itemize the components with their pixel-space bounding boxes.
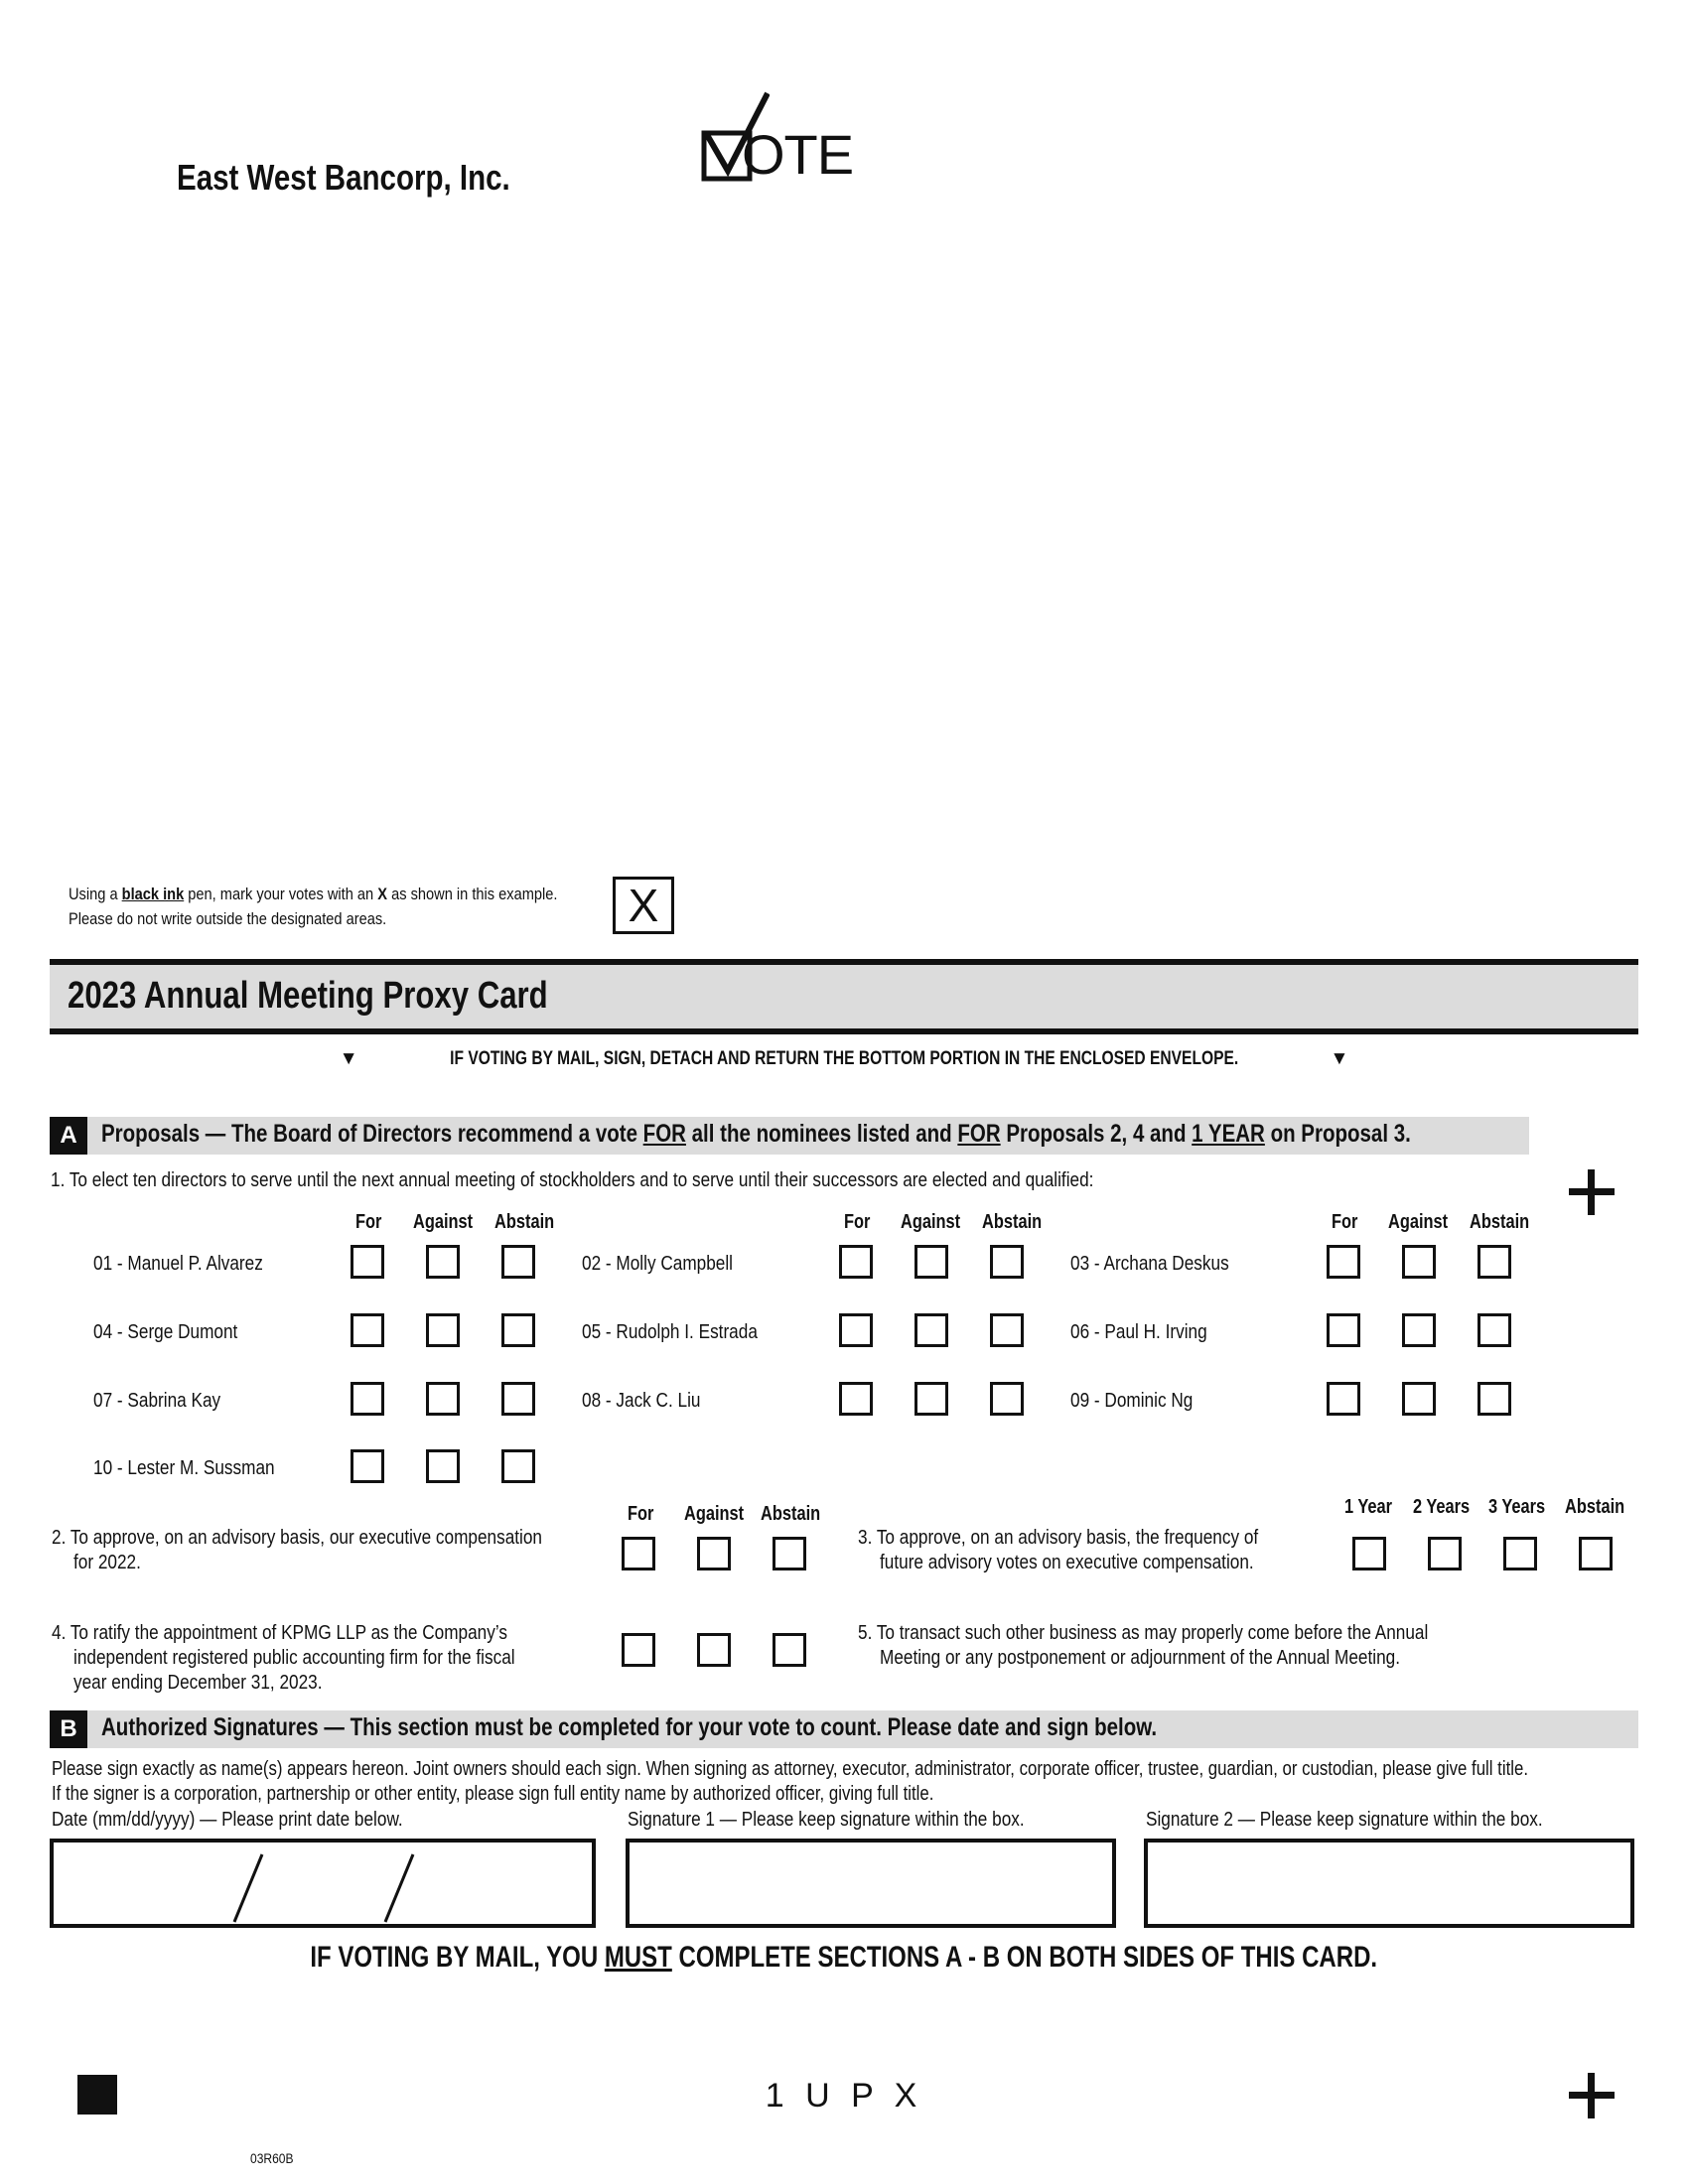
proposal-2-abstain-checkbox[interactable] [773, 1537, 806, 1570]
nominee-03-abstain-checkbox[interactable] [1477, 1245, 1511, 1279]
proposal-3-2-years-checkbox[interactable] [1428, 1537, 1462, 1570]
nominee-10-abstain-checkbox[interactable] [501, 1449, 535, 1483]
card-title: 2023 Annual Meeting Proxy Card [68, 975, 548, 1017]
proposal-3-text: 3. To approve, on an advisory basis, the frequency of [858, 1527, 1259, 1549]
registration-plus-top [1569, 1169, 1615, 1215]
proposal-4-for-checkbox[interactable] [622, 1633, 655, 1667]
proposal-3-1-year-checkbox[interactable] [1352, 1537, 1386, 1570]
mail-note: ▼ IF VOTING BY MAIL, SIGN, DETACH AND RETURN THE BOTTOM PORTION IN THE ENCLOSED ENVELOPE. ▼ [339, 1048, 1349, 1069]
section-b-letter: B [50, 1710, 87, 1748]
nominee-10-against-checkbox[interactable] [426, 1449, 460, 1483]
signature-1-field[interactable] [626, 1839, 1116, 1928]
header-1-year: 1 Year [1344, 1496, 1393, 1518]
nominee-05-abstain-checkbox[interactable] [990, 1313, 1024, 1347]
proposal-4-text: year ending December 31, 2023. [73, 1672, 323, 1694]
header-for: For [844, 1211, 871, 1233]
nominee-09-abstain-checkbox[interactable] [1477, 1382, 1511, 1416]
nominee-04-against-checkbox[interactable] [426, 1313, 460, 1347]
header-for: For [1332, 1211, 1358, 1233]
nominee-01-abstain-checkbox[interactable] [501, 1245, 535, 1279]
example-mark-box: X [613, 877, 674, 934]
vote-logo-text: OTE [742, 123, 854, 186]
nominee-07-for-checkbox[interactable] [351, 1382, 384, 1416]
nominee-06-for-checkbox[interactable] [1327, 1313, 1360, 1347]
nominee-05-for-checkbox[interactable] [839, 1313, 873, 1347]
nominee-03-for-checkbox[interactable] [1327, 1245, 1360, 1279]
nominee-08-abstain-checkbox[interactable] [990, 1382, 1024, 1416]
nominee-name: 01 - Manuel P. Alvarez [93, 1253, 263, 1275]
proposal-3-3-years-checkbox[interactable] [1503, 1537, 1537, 1570]
title-rule-bottom [50, 1028, 1638, 1034]
nominee-09-against-checkbox[interactable] [1402, 1382, 1436, 1416]
nominee-name: 05 - Rudolph I. Estrada [582, 1321, 758, 1343]
barcode-text: 1 U P X [765, 2077, 923, 2115]
nominee-02-against-checkbox[interactable] [914, 1245, 948, 1279]
date-field[interactable] [50, 1839, 596, 1928]
down-triangle-icon: ▼ [1330, 1048, 1349, 1069]
nominee-04-for-checkbox[interactable] [351, 1313, 384, 1347]
date-label: Date (mm/dd/yyyy) — Please print date below. [52, 1809, 403, 1831]
nominee-05-against-checkbox[interactable] [914, 1313, 948, 1347]
nominee-07-abstain-checkbox[interactable] [501, 1382, 535, 1416]
nominee-02-abstain-checkbox[interactable] [990, 1245, 1024, 1279]
proposal-4-text: 4. To ratify the appointment of KPMG LLP as the Company’s [52, 1622, 507, 1644]
date-separator-icon [50, 1839, 596, 1928]
nominee-name: 09 - Dominic Ng [1070, 1390, 1194, 1412]
header-for: For [628, 1503, 654, 1525]
nominee-name: 04 - Serge Dumont [93, 1321, 238, 1343]
nominee-name: 02 - Molly Campbell [582, 1253, 733, 1275]
proposal-3-text: future advisory votes on executive compensation. [880, 1552, 1254, 1573]
proposal-2-for-checkbox[interactable] [622, 1537, 655, 1570]
nominee-10-for-checkbox[interactable] [351, 1449, 384, 1483]
header-against: Against [901, 1211, 961, 1233]
header-abstain: Abstain [1470, 1211, 1530, 1233]
nominee-06-abstain-checkbox[interactable] [1477, 1313, 1511, 1347]
proposal-2-text: for 2022. [73, 1552, 141, 1573]
header-abstain: Abstain [1565, 1496, 1625, 1518]
section-b-instructions: Please sign exactly as name(s) appears hereon. Joint owners should each sign. When signing as attorney, executor, administrator, corporate officer, trustee, guardian, or custodian, please give full title. [52, 1758, 1528, 1780]
section-a-letter: A [50, 1117, 87, 1155]
nominee-08-for-checkbox[interactable] [839, 1382, 873, 1416]
section-b-title: Authorized Signatures — This section must be completed for your vote to count. Please date and sign below. [101, 1713, 1158, 1741]
nominee-name: 03 - Archana Deskus [1070, 1253, 1229, 1275]
signature-2-field[interactable] [1144, 1839, 1634, 1928]
signature-2-label: Signature 2 — Please keep signature within the box. [1146, 1809, 1543, 1831]
header-against: Against [413, 1211, 474, 1233]
vote-logo [700, 89, 869, 199]
company-name: East West Bancorp, Inc. [177, 157, 510, 198]
nominee-name: 10 - Lester M. Sussman [93, 1457, 275, 1479]
down-triangle-icon: ▼ [339, 1048, 358, 1069]
header-for: For [355, 1211, 382, 1233]
proposal-2-text: 2. To approve, on an advisory basis, our executive compensation [52, 1527, 543, 1549]
footer-note: IF VOTING BY MAIL, YOU MUST COMPLETE SECTIONS A - B ON BOTH SIDES OF THIS CARD. [310, 1941, 1378, 1974]
header-abstain: Abstain [494, 1211, 555, 1233]
signature-1-label: Signature 1 — Please keep signature within the box. [628, 1809, 1025, 1831]
nominee-01-against-checkbox[interactable] [426, 1245, 460, 1279]
header-abstain: Abstain [761, 1503, 821, 1525]
proposal-3-abstain-checkbox[interactable] [1579, 1537, 1613, 1570]
proposal-5-text: 5. To transact such other business as may properly come before the Annual [858, 1622, 1429, 1644]
nominee-02-for-checkbox[interactable] [839, 1245, 873, 1279]
section-b-instructions: If the signer is a corporation, partnership or other entity, please sign full entity name by authorized officer, giving full title. [52, 1783, 934, 1805]
nominee-03-against-checkbox[interactable] [1402, 1245, 1436, 1279]
nominee-01-for-checkbox[interactable] [351, 1245, 384, 1279]
nominee-09-for-checkbox[interactable] [1327, 1382, 1360, 1416]
header-2-years: 2 Years [1413, 1496, 1471, 1518]
header-against: Against [1388, 1211, 1449, 1233]
proposal-1-text: 1. To elect ten directors to serve until the next annual meeting of stockholders and to serve until their successors are elected and qualified: [51, 1169, 1094, 1191]
proposal-2-against-checkbox[interactable] [697, 1537, 731, 1570]
section-a-title: Proposals — The Board of Directors recommend a vote FOR all the nominees listed and FOR Proposals 2, 4 and 1 YEAR on Proposal 3. [101, 1120, 1411, 1148]
nominee-08-against-checkbox[interactable] [914, 1382, 948, 1416]
proposal-4-against-checkbox[interactable] [697, 1633, 731, 1667]
nominee-name: 07 - Sabrina Kay [93, 1390, 221, 1412]
instructions-line2: Please do not write outside the designated areas. [69, 909, 387, 928]
registration-plus-bottom [1569, 2073, 1615, 2118]
nominee-04-abstain-checkbox[interactable] [501, 1313, 535, 1347]
nominee-06-against-checkbox[interactable] [1402, 1313, 1436, 1347]
header-against: Against [684, 1503, 745, 1525]
proposal-4-text: independent registered public accounting firm for the fiscal [73, 1647, 515, 1669]
instructions-line1: Using a black ink pen, mark your votes with an X as shown in this example. [69, 885, 558, 903]
header-abstain: Abstain [982, 1211, 1043, 1233]
nominee-name: 06 - Paul H. Irving [1070, 1321, 1207, 1343]
proposal-5-text: Meeting or any postponement or adjournment of the Annual Meeting. [880, 1647, 1400, 1669]
nominee-07-against-checkbox[interactable] [426, 1382, 460, 1416]
form-code: 03R60B [250, 2150, 294, 2166]
nominee-name: 08 - Jack C. Liu [582, 1390, 701, 1412]
header-3-years: 3 Years [1488, 1496, 1546, 1518]
proposal-4-abstain-checkbox[interactable] [773, 1633, 806, 1667]
